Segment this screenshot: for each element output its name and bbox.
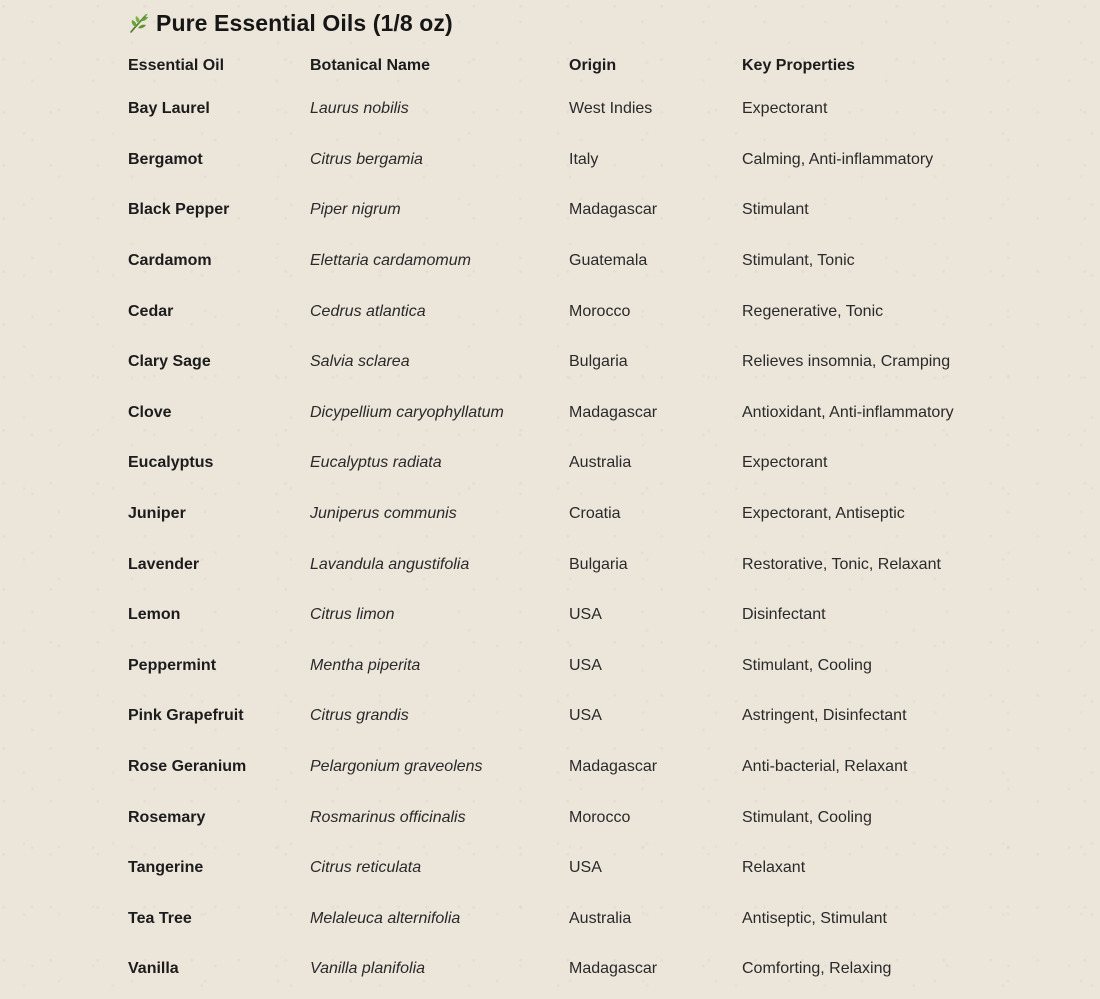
botanical-name-cell: Cedrus atlantica xyxy=(310,302,426,320)
table-row xyxy=(128,438,1028,489)
origin-cell: USA xyxy=(569,656,602,674)
properties-cell: Antioxidant, Anti-inflammatory xyxy=(742,403,954,421)
botanical-name-cell: Citrus bergamia xyxy=(310,150,423,168)
oil-name-cell: Black Pepper xyxy=(128,201,230,219)
origin-cell: Croatia xyxy=(569,505,621,523)
origin-cell: Morocco xyxy=(569,808,631,826)
botanical-name-cell: Pelargonium graveolens xyxy=(310,758,483,776)
oil-name-cell: Lavender xyxy=(128,555,200,573)
table-row xyxy=(128,792,1028,843)
column-header-essential-oil: Essential Oil xyxy=(128,57,225,74)
oil-name-cell: Bergamot xyxy=(128,150,203,168)
table-row xyxy=(128,894,1028,945)
origin-cell: Madagascar xyxy=(569,403,658,421)
table-row xyxy=(128,185,1028,236)
properties-cell: Disinfectant xyxy=(742,606,826,624)
properties-cell: Comforting, Relaxing xyxy=(742,960,892,978)
botanical-name-cell: Rosmarinus officinalis xyxy=(310,808,466,826)
properties-cell: Stimulant xyxy=(742,201,809,219)
properties-cell: Relaxant xyxy=(742,859,806,877)
oil-name-cell: Lemon xyxy=(128,606,181,624)
oil-name-cell: Clary Sage xyxy=(128,353,211,371)
botanical-name-cell: Laurus nobilis xyxy=(310,100,409,118)
properties-cell: Stimulant, Tonic xyxy=(742,252,855,270)
origin-cell: USA xyxy=(569,859,602,877)
oil-name-cell: Juniper xyxy=(128,505,186,523)
oil-name-cell: Cardamom xyxy=(128,252,212,270)
table-header-row xyxy=(128,48,1028,84)
botanical-name-cell: Salvia sclarea xyxy=(310,353,410,371)
oil-name-cell: Tangerine xyxy=(128,859,204,877)
oil-name-cell: Peppermint xyxy=(128,656,217,674)
table-row xyxy=(128,388,1028,439)
botanical-name-cell: Citrus limon xyxy=(310,606,395,624)
origin-cell: Bulgaria xyxy=(569,555,628,573)
botanical-name-cell: Citrus reticulata xyxy=(310,859,422,877)
origin-cell: USA xyxy=(569,606,602,624)
botanical-name-cell: Juniperus communis xyxy=(310,505,457,523)
table-row xyxy=(128,641,1028,692)
properties-cell: Regenerative, Tonic xyxy=(742,302,884,320)
properties-cell: Relieves insomnia, Cramping xyxy=(742,353,951,371)
origin-cell: Guatemala xyxy=(569,252,648,270)
botanical-name-cell: Dicypellium caryophyllatum xyxy=(310,403,504,421)
properties-cell: Astringent, Disinfectant xyxy=(742,707,907,725)
table-row xyxy=(128,590,1028,641)
table-row xyxy=(128,236,1028,287)
oil-name-cell: Rosemary xyxy=(128,808,206,826)
botanical-name-cell: Lavandula angustifolia xyxy=(310,555,470,573)
origin-cell: Madagascar xyxy=(569,758,658,776)
table-row xyxy=(128,944,1028,995)
botanical-name-cell: Piper nigrum xyxy=(310,201,401,219)
table-row xyxy=(128,135,1028,186)
table-row xyxy=(128,843,1028,894)
properties-cell: Expectorant, Antiseptic xyxy=(742,505,905,523)
origin-cell: West Indies xyxy=(569,100,653,118)
properties-cell: Expectorant xyxy=(742,454,828,472)
origin-cell: USA xyxy=(569,707,602,725)
table-row xyxy=(128,84,1028,135)
botanical-name-cell: Elettaria cardamomum xyxy=(310,252,471,270)
oil-name-cell: Eucalyptus xyxy=(128,454,214,472)
origin-cell: Italy xyxy=(569,150,599,168)
oil-name-cell: Pink Grapefruit xyxy=(128,707,244,725)
properties-cell: Restorative, Tonic, Relaxant xyxy=(742,555,941,573)
botanical-name-cell: Eucalyptus radiata xyxy=(310,454,442,472)
properties-cell: Anti-bacterial, Relaxant xyxy=(742,758,908,776)
origin-cell: Australia xyxy=(569,454,632,472)
leaf-icon xyxy=(128,12,150,34)
origin-cell: Madagascar xyxy=(569,201,658,219)
table-row xyxy=(128,691,1028,742)
properties-cell: Stimulant, Cooling xyxy=(742,808,872,826)
oil-name-cell: Vanilla xyxy=(128,960,179,978)
origin-cell: Morocco xyxy=(569,302,631,320)
column-header-key-properties: Key Properties xyxy=(742,57,855,74)
properties-cell: Stimulant, Cooling xyxy=(742,656,872,674)
table-row xyxy=(128,742,1028,793)
page-title-text: Pure Essential Oils (1/8 oz) xyxy=(156,9,453,36)
botanical-name-cell: Mentha piperita xyxy=(310,656,421,674)
botanical-name-cell: Vanilla planifolia xyxy=(310,960,426,978)
origin-cell: Bulgaria xyxy=(569,353,628,371)
table-row xyxy=(128,489,1028,540)
origin-cell: Madagascar xyxy=(569,960,658,978)
column-header-origin: Origin xyxy=(569,57,617,74)
essential-oils-table xyxy=(128,48,1028,995)
properties-cell: Antiseptic, Stimulant xyxy=(742,909,887,927)
oil-name-cell: Cedar xyxy=(128,302,174,320)
table-row xyxy=(128,286,1028,337)
botanical-name-cell: Melaleuca alternifolia xyxy=(310,909,461,927)
oil-name-cell: Bay Laurel xyxy=(128,100,210,118)
oil-name-cell: Tea Tree xyxy=(128,909,192,927)
botanical-name-cell: Citrus grandis xyxy=(310,707,409,725)
properties-cell: Expectorant xyxy=(742,100,828,118)
oil-name-cell: Clove xyxy=(128,403,172,421)
table-row xyxy=(128,337,1028,388)
column-header-botanical-name: Botanical Name xyxy=(310,57,431,74)
properties-cell: Calming, Anti-inflammatory xyxy=(742,150,934,168)
table-row xyxy=(128,539,1028,590)
page-title xyxy=(128,6,453,40)
oil-name-cell: Rose Geranium xyxy=(128,758,247,776)
origin-cell: Australia xyxy=(569,909,632,927)
